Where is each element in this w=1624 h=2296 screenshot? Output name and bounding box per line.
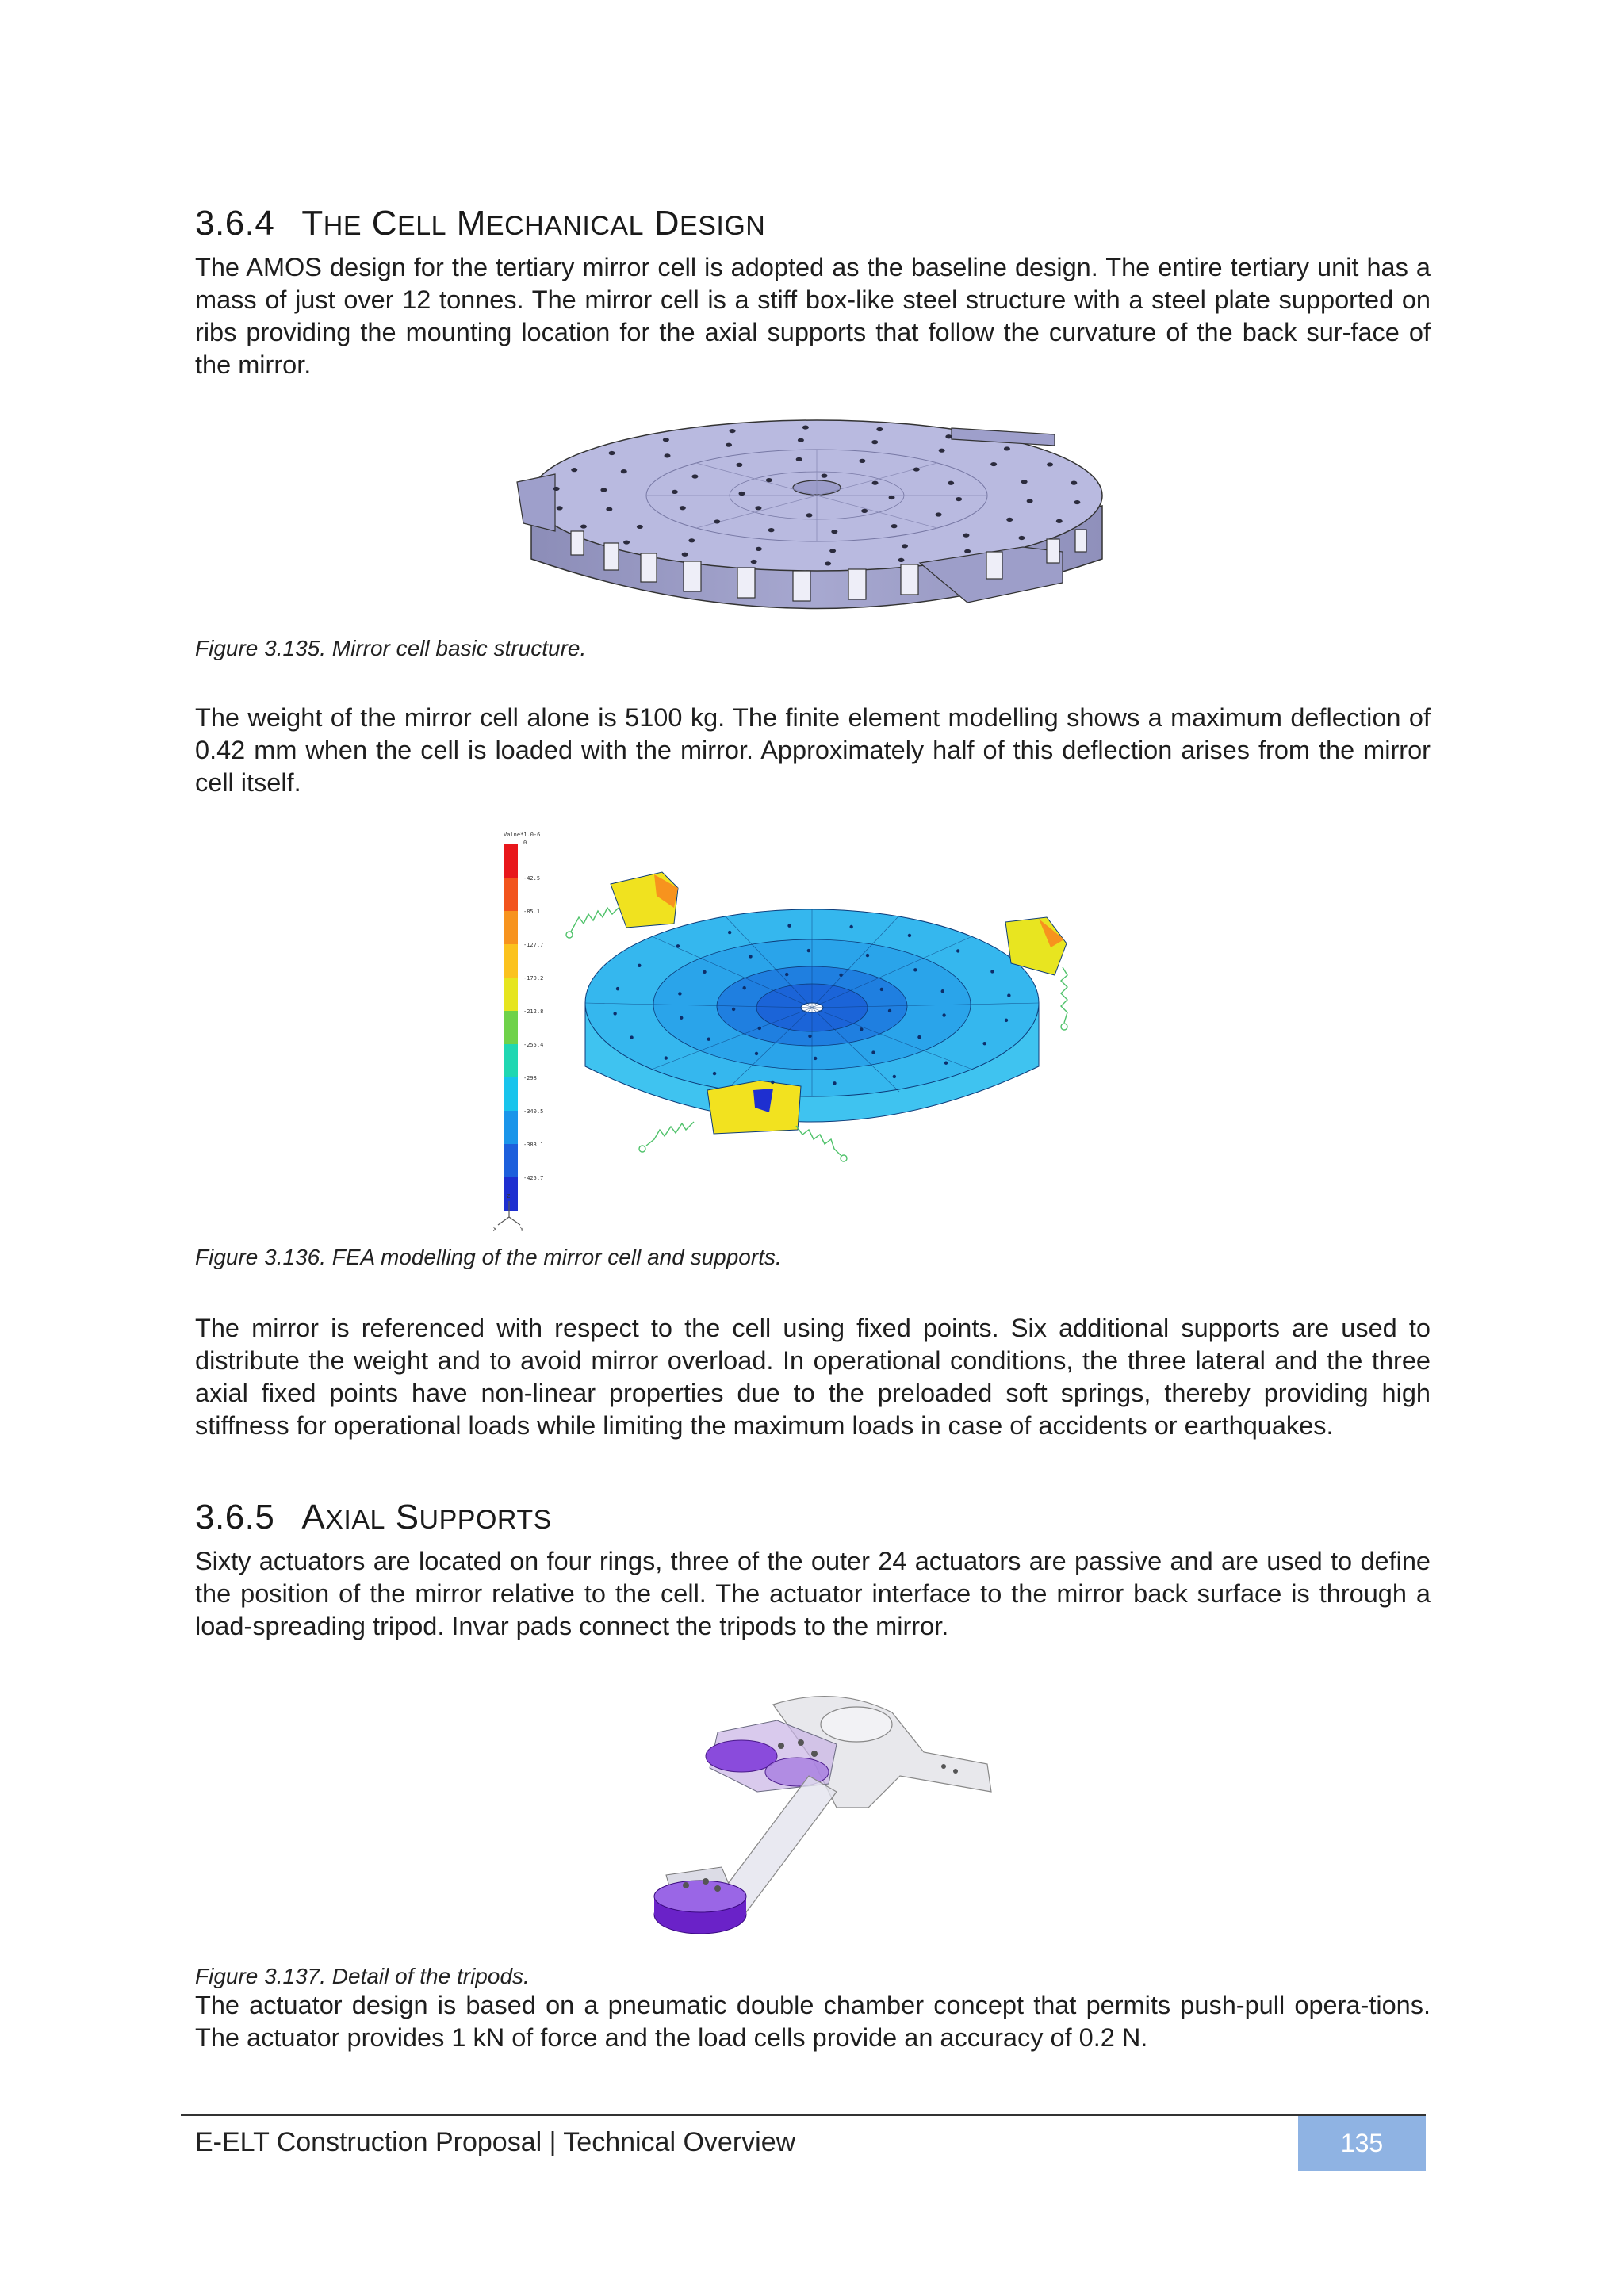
- mount-hole: [861, 509, 868, 513]
- mount-hole: [637, 525, 643, 529]
- fixed-points-paragraph: The mirror is referenced with respect to the cell using fixed points. Six additional supports are used to distribute the weight and to avoid mirror overload. In operational conditions, the three lateral and the three axial fixed points have non-linear properties due to the preloaded soft springs, thereby providing high stiffness for operational loads while limiting the maximum loads in case of accidents or earthquakes.: [195, 1314, 1431, 1440]
- section-365-heading: [195, 1497, 1431, 1540]
- mount-hole: [956, 497, 962, 501]
- mount-hole: [1004, 446, 1010, 450]
- mesh-hole: [839, 974, 842, 977]
- title-word: CELL: [371, 204, 447, 243]
- mesh-hole: [787, 924, 791, 927]
- mount-hole: [730, 429, 736, 433]
- section-365-paragraph: Sixty actuators are located on four rings, three of the outer 24 actuators are passive and are used to define the position of the mirror relative to the cell. The actuator interface to the mirror back surface is through a load-spreading tripod. Invar pads connect the tripods to the mirror.: [195, 1547, 1431, 1640]
- mount-hole: [726, 443, 732, 447]
- mount-hole: [1027, 499, 1033, 503]
- mount-hole: [1018, 536, 1025, 540]
- mesh-hole: [638, 964, 641, 967]
- mesh-hole: [728, 931, 731, 934]
- figure-137-caption: Figure 3.137. Detail of the tripods.: [195, 1964, 530, 1988]
- mount-hole: [1056, 519, 1063, 523]
- mesh-hole: [888, 1009, 891, 1012]
- legend-value-label: -212.8: [523, 1008, 544, 1015]
- mount-hole: [688, 538, 695, 542]
- mesh-hole: [808, 1035, 811, 1038]
- mount-hole: [872, 481, 879, 485]
- legend-value-label: -170.2: [523, 975, 544, 982]
- mesh-hole: [742, 986, 745, 989]
- figure-135-caption: Figure 3.135. Mirror cell basic structure.: [195, 636, 587, 660]
- figure-136-caption: Figure 3.136. FEA modelling of the mirror cell and supports.: [195, 1245, 782, 1269]
- fea-illustration: [492, 828, 1126, 1233]
- mount-hole: [736, 463, 742, 467]
- mesh-hole: [732, 1008, 735, 1011]
- page-number: 135: [1298, 2116, 1426, 2171]
- mount-hole: [1047, 462, 1053, 466]
- legend-color-band: [504, 1111, 518, 1144]
- mesh-hole: [630, 1035, 633, 1039]
- mount-hole: [825, 561, 831, 565]
- mount-hole: [936, 512, 942, 516]
- mount-hole: [1006, 518, 1013, 522]
- legend-value-label: -85.1: [523, 909, 541, 915]
- mount-hole: [990, 462, 997, 466]
- title-word: DESIGN: [653, 204, 766, 243]
- mount-hole: [821, 474, 827, 478]
- figure-135-image: [508, 412, 1126, 625]
- legend-color-band: [504, 944, 518, 978]
- mount-hole: [859, 459, 865, 463]
- mesh-hole: [1007, 993, 1010, 997]
- mesh-hole: [880, 988, 883, 991]
- mesh-hole: [893, 1075, 896, 1078]
- mesh-hole: [771, 1081, 774, 1084]
- mount-hole: [621, 469, 627, 473]
- mount-hole: [623, 540, 630, 544]
- axis-label-z: Z: [507, 1193, 511, 1200]
- title-word: AXIAL: [301, 1498, 385, 1536]
- legend-color-band: [504, 1044, 518, 1077]
- mount-hole: [766, 478, 772, 482]
- mount-hole: [1021, 480, 1028, 484]
- mesh-hole: [942, 1013, 945, 1016]
- mesh-hole: [982, 1042, 986, 1045]
- mount-hole: [557, 506, 563, 510]
- mesh-hole: [807, 949, 810, 952]
- mount-hole: [714, 519, 720, 523]
- mount-hole: [891, 524, 898, 528]
- legend-value-label: -298: [523, 1075, 537, 1081]
- mesh-hole: [1005, 1019, 1008, 1022]
- mount-hole: [682, 553, 688, 557]
- mount-hole: [680, 506, 686, 510]
- axis-label-y: Y: [520, 1226, 524, 1233]
- mount-hole: [672, 490, 678, 494]
- title-word: MECHANICAL: [456, 204, 645, 243]
- mesh-hole: [814, 1057, 817, 1060]
- fixed-points-paragraph-block: [195, 1312, 1431, 1442]
- mount-hole: [902, 544, 908, 548]
- section-number: 3.6.4: [195, 204, 275, 243]
- mount-hole: [571, 468, 577, 472]
- mount-hole: [756, 547, 762, 551]
- mesh-hole: [613, 1012, 616, 1015]
- mount-hole: [964, 549, 971, 553]
- figure-135-caption-block: [195, 634, 1431, 663]
- figure-137-image: [638, 1689, 995, 1950]
- figure-136-caption-block: [195, 1243, 1431, 1272]
- mount-hole: [898, 558, 904, 562]
- legend-color-band: [504, 1077, 518, 1111]
- mount-hole: [768, 528, 775, 532]
- mount-hole: [751, 560, 757, 564]
- mesh-hole: [871, 1050, 875, 1054]
- mount-hole: [755, 506, 761, 510]
- mesh-hole: [941, 989, 944, 993]
- legend-value-label: -340.5: [523, 1108, 544, 1115]
- section-365: [195, 1497, 1431, 1643]
- legend-value-label: -425.7: [523, 1175, 544, 1181]
- mount-hole: [600, 488, 607, 492]
- mesh-hole: [616, 987, 619, 990]
- mesh-hole: [678, 992, 681, 995]
- mesh-hole: [676, 944, 680, 947]
- mount-hole: [691, 474, 698, 478]
- mount-hole: [1071, 481, 1077, 485]
- mount-hole: [939, 449, 945, 453]
- mesh-hole: [758, 1027, 761, 1030]
- tripod-illustration: [638, 1689, 995, 1950]
- mesh-hole: [849, 925, 852, 928]
- legend-value-label: -42.5: [523, 875, 541, 882]
- mount-hole: [580, 524, 587, 528]
- mount-hole: [914, 467, 920, 471]
- mount-hole: [806, 513, 813, 517]
- actuator-paragraph: The actuator design is based on a pneumatic double chamber concept that permits push-pull opera-tions. The actuator provides 1 kN of force and the load cells provide an accuracy of 0.2 N.: [195, 1991, 1431, 2052]
- section-number: 3.6.5: [195, 1498, 275, 1536]
- axis-label-x: X: [493, 1226, 497, 1233]
- mesh-hole: [944, 1061, 948, 1064]
- mount-hole: [553, 487, 560, 491]
- actuator-paragraph-block: [195, 1989, 1431, 2054]
- title-word: SUPPORTS: [395, 1498, 552, 1536]
- mesh-hole: [785, 973, 788, 976]
- weight-paragraph-block: [195, 702, 1431, 799]
- mount-hole: [665, 453, 671, 457]
- mount-hole: [948, 481, 954, 485]
- mount-hole: [796, 457, 802, 461]
- footer-title: E-ELT Construction Proposal | Technical Overview: [195, 2127, 796, 2157]
- mesh-hole: [703, 970, 706, 974]
- mount-hole: [738, 492, 745, 496]
- legend-title: Valne*1.0-6: [504, 832, 541, 838]
- legend-value-label: -127.7: [523, 942, 544, 948]
- section-364-heading: [195, 203, 1431, 247]
- mount-hole: [1074, 500, 1080, 504]
- mesh-hole: [713, 1072, 716, 1075]
- mesh-hole: [908, 934, 911, 937]
- legend-value-label: 0: [523, 840, 527, 846]
- figure-137-caption-block: [195, 1962, 1431, 1991]
- mesh-hole: [956, 949, 959, 952]
- mount-hole: [963, 534, 969, 538]
- legend-value-label: -383.1: [523, 1142, 544, 1148]
- mount-hole: [945, 434, 952, 438]
- mount-hole: [798, 438, 804, 442]
- mesh-hole: [914, 968, 917, 971]
- footer-rule: [181, 2114, 1426, 2116]
- legend-color-band: [504, 878, 518, 911]
- figure-136-image: [492, 828, 1126, 1233]
- mirror-cell-illustration: [508, 412, 1126, 625]
- mesh-hole: [860, 1027, 863, 1031]
- mesh-hole: [665, 1056, 668, 1059]
- mount-hole: [831, 530, 837, 534]
- mount-hole: [829, 549, 836, 553]
- legend-color-band: [504, 1144, 518, 1177]
- mount-hole: [871, 440, 878, 444]
- mesh-hole: [990, 970, 994, 973]
- mesh-hole: [749, 955, 752, 958]
- weight-paragraph: The weight of the mirror cell alone is 5100 kg. The finite element modelling shows a maximum deflection of 0.42 mm when the cell is loaded with the mirror. Approximately half of this deflection arises from the mirror cell itself.: [195, 703, 1431, 797]
- mount-hole: [606, 507, 612, 511]
- title-word: THE: [301, 204, 362, 243]
- mount-hole: [663, 438, 669, 442]
- mount-hole: [889, 496, 895, 499]
- legend-color-band: [504, 911, 518, 944]
- mesh-hole: [917, 1035, 921, 1039]
- mesh-hole: [866, 954, 869, 957]
- mesh-hole: [680, 1016, 683, 1020]
- mesh-hole: [755, 1052, 758, 1055]
- legend-color-band: [504, 978, 518, 1011]
- mount-hole: [609, 451, 615, 455]
- mesh-hole: [707, 1037, 710, 1040]
- legend-color-band: [504, 1011, 518, 1044]
- mesh-hole: [833, 1081, 836, 1085]
- section-364: [195, 203, 1431, 381]
- mount-hole: [876, 427, 883, 431]
- legend-color-band: [504, 1177, 518, 1211]
- legend-color-band: [504, 844, 518, 878]
- section-364-paragraph: The AMOS design for the tertiary mirror cell is adopted as the baseline design. The entire tertiary unit has a mass of just over 12 tonnes. The mirror cell is a stiff box-like steel structure with a steel plate supported on ribs providing the mounting location for the axial supports that follow the curvature of the back sur-face of the mirror.: [195, 253, 1431, 379]
- legend-value-label: -255.4: [523, 1042, 544, 1048]
- mount-hole: [802, 425, 809, 429]
